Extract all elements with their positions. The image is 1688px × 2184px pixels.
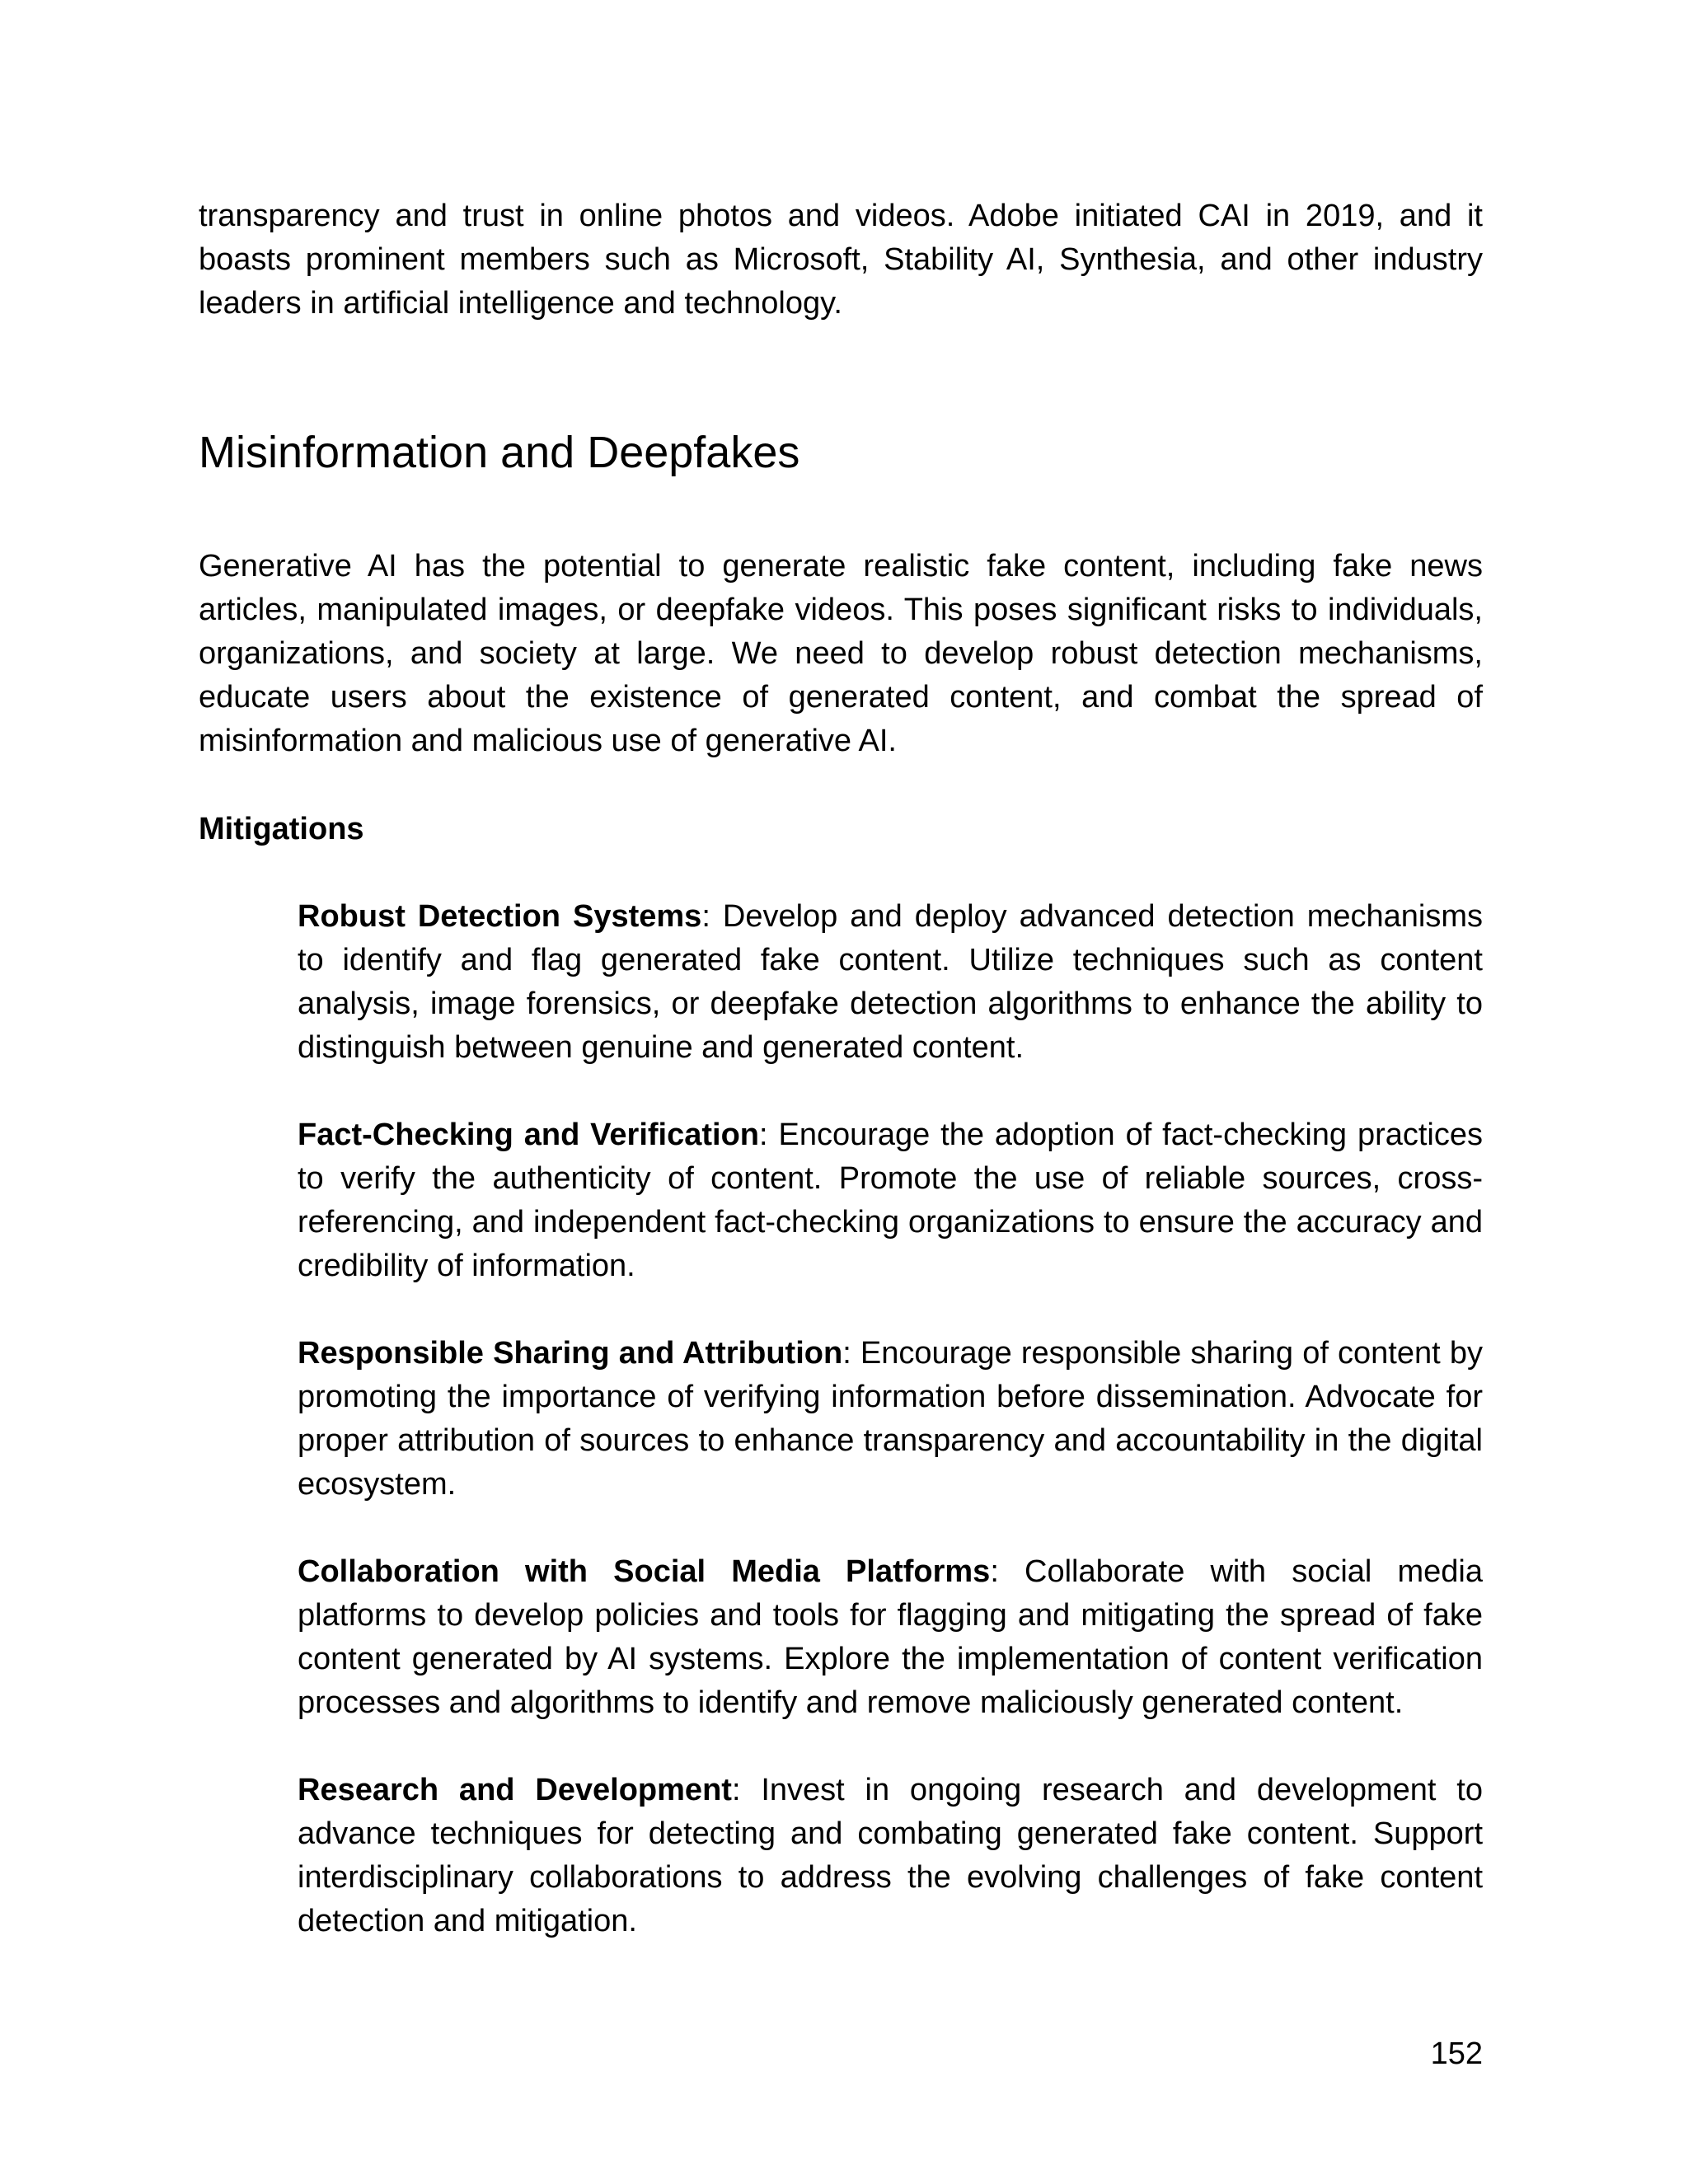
intro-paragraph: transparency and trust in online photos and videos. Adobe initiated CAI in 2019, and it boasts prominent members such as Microsoft, Stability AI, Synthesia, and other industry leaders in artificial intelligence and technology. (199, 199, 1483, 321)
mitigation-description: Invest in ongoing research and development to advance techniques for detecting and combating generated fake content. Support interdisciplinary collaborations to address the evolving challenges of fake content detection and mitigation. (298, 1773, 1483, 1938)
page-content (199, 194, 1483, 1943)
section-heading: Misinformation and Deepfakes (199, 428, 800, 477)
mitigation-description: Encourage responsible sharing of content by promoting the importance of verifying information before dissemination. Advocate for proper attribution of sources to enhance transparency and accountability in the digital ecosystem. (298, 1336, 1483, 1502)
mitigations-heading: Mitigations (199, 812, 364, 846)
mitigation-social-media-collaboration (298, 1550, 1483, 1725)
mitigation-term: Fact-Checking and Verification (298, 1118, 760, 1152)
mitigation-list (298, 895, 1483, 1943)
mitigation-term: Research and Development (298, 1773, 732, 1807)
mitigation-separator: : (842, 1336, 851, 1371)
mitigation-description: Develop and deploy advanced detection mechanisms to identify and flag generated fake content. Utilize techniques such as content analysis, image forensics, or deepfake detection algorithms to enhance the ability to distinguish between genuine and generated content. (298, 899, 1483, 1065)
mitigation-term: Collaboration with Social Media Platforms (298, 1554, 991, 1589)
mitigation-fact-checking (298, 1113, 1483, 1288)
mitigation-description: Encourage the adoption of fact-checking practices to verify the authenticity of content. Promote the use of reliable sources, cross-referencing, and independent fact-checking organizations to ensure the accuracy and credibility of information. (298, 1118, 1483, 1283)
mitigation-separator: : (701, 899, 710, 934)
mitigation-description: Collaborate with social media platforms to develop policies and tools for flagging and mitigating the spread of fake content generated by AI systems. Explore the implementation of content verification processes and algorithms to identify and remove maliciously generated content. (298, 1554, 1483, 1720)
mitigation-term: Robust Detection Systems (298, 899, 702, 934)
mitigation-responsible-sharing (298, 1332, 1483, 1507)
mitigation-separator: : (990, 1554, 999, 1589)
page-number: 152 (1430, 2036, 1483, 2071)
mitigation-term: Responsible Sharing and Attribution (298, 1336, 843, 1371)
mitigation-robust-detection (298, 895, 1483, 1070)
mitigation-research-development (298, 1769, 1483, 1943)
mitigation-separator: : (759, 1118, 768, 1152)
section-paragraph: Generative AI has the potential to generate realistic fake content, including fake news articles, manipulated images, or deepfake videos. This poses significant risks to individuals, organizations, and society at large. We need to develop robust detection mechanisms, educate users about the existence of generated content, and combat the spread of misinformation and malicious use of generative AI. (199, 549, 1483, 758)
mitigation-separator: : (731, 1773, 741, 1807)
